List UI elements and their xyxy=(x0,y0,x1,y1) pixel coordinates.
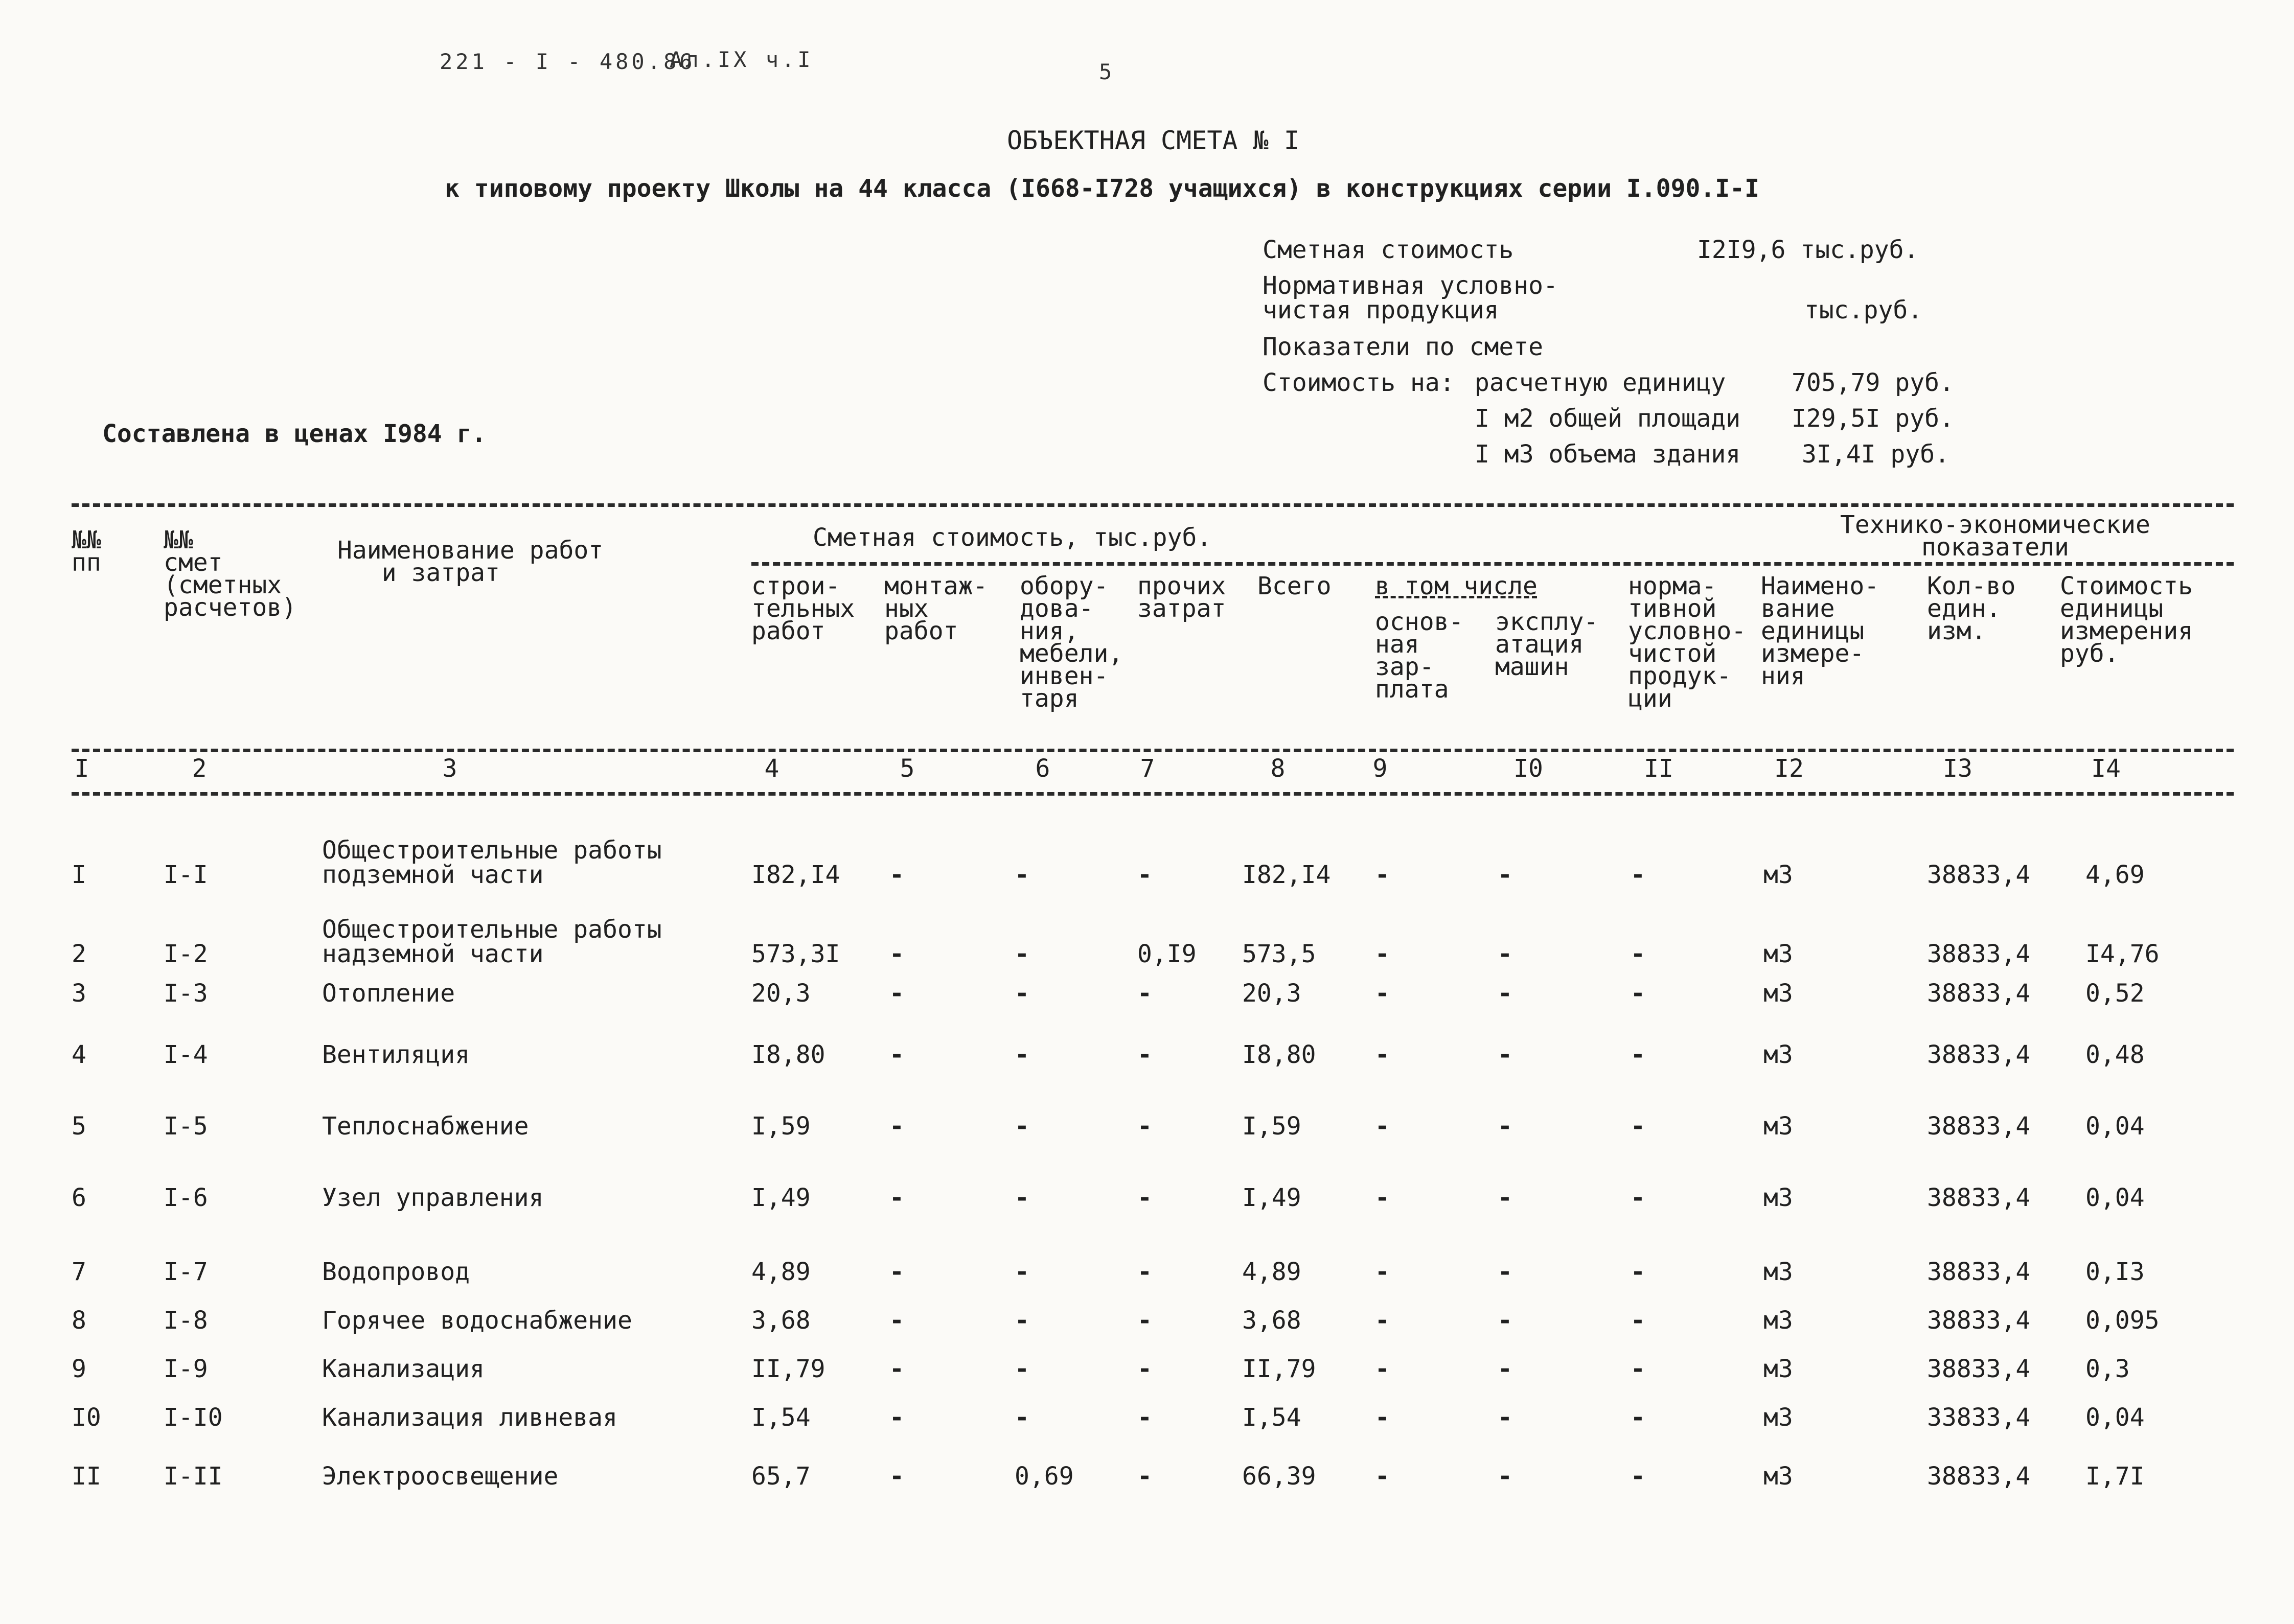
column-number: II xyxy=(1644,754,1673,783)
table-cell-c11: - xyxy=(1631,1403,1645,1432)
table-cell-c14: 0,I3 xyxy=(2085,1258,2145,1286)
table-cell-c7: - xyxy=(1137,979,1152,1008)
table-cell-c13: 38833,4 xyxy=(1927,940,2031,968)
table-cell-c13: 38833,4 xyxy=(1927,1462,2031,1491)
table-cell-name: Общестроительные работы подземной части xyxy=(322,836,662,889)
table-cell-c5: - xyxy=(889,979,904,1008)
table-cell-c10: - xyxy=(1498,861,1512,889)
table-cell-c4: 65,7 xyxy=(751,1462,811,1491)
prices-note: Составлена в ценах I984 г. xyxy=(102,420,487,448)
table-cell-c12: м3 xyxy=(1763,1403,1793,1432)
table-cell-n: II xyxy=(72,1462,101,1491)
table-cell-c5: - xyxy=(889,1040,904,1069)
table-cell-n: 8 xyxy=(72,1306,86,1335)
table-cell-c11: - xyxy=(1631,861,1645,889)
column-number: I3 xyxy=(1943,754,1972,783)
table-cell-c12: м3 xyxy=(1763,1184,1793,1212)
table-cell-c6: - xyxy=(1015,1403,1029,1432)
normative-product-label-1: Нормативная условно- xyxy=(1263,271,1558,300)
table-cell-name: Узел управления xyxy=(322,1184,544,1212)
table-cell-c8: I,54 xyxy=(1242,1403,1301,1432)
table-cell-c11: - xyxy=(1631,1040,1645,1069)
table-cell-c5: - xyxy=(889,1306,904,1335)
table-cell-c6: - xyxy=(1015,1355,1029,1383)
column-number: 5 xyxy=(900,754,915,783)
table-cell-c8: 20,3 xyxy=(1242,979,1301,1008)
table-cell-name: Электроосвещение xyxy=(322,1462,559,1491)
table-cell-c14: 0,3 xyxy=(2085,1355,2130,1383)
table-cell-c4: 20,3 xyxy=(751,979,811,1008)
table-cell-c12: м3 xyxy=(1763,1462,1793,1491)
table-cell-c6: - xyxy=(1015,1112,1029,1141)
table-cell-c8: 66,39 xyxy=(1242,1462,1316,1491)
col-group-technical-indicators: Технико-экономические показатели xyxy=(1840,511,2150,562)
table-cell-c14: 0,04 xyxy=(2085,1403,2145,1432)
table-cell-code: I-7 xyxy=(164,1258,208,1286)
table-cell-c13: 38833,4 xyxy=(1927,1355,2031,1383)
table-cell-c10: - xyxy=(1498,979,1512,1008)
table-cell-n: 5 xyxy=(72,1112,86,1141)
table-cell-code: I-5 xyxy=(164,1112,208,1141)
column-number: 9 xyxy=(1372,754,1388,783)
table-cell-code: I-2 xyxy=(164,940,208,968)
album-stamp: Ал.IX ч.I xyxy=(670,47,814,72)
table-cell-c11: - xyxy=(1631,1112,1645,1141)
per-m2-label: I м2 общей площади xyxy=(1475,404,1741,433)
column-number: I0 xyxy=(1513,754,1543,783)
table-cell-c9: - xyxy=(1375,861,1390,889)
table-cell-c4: 573,3I xyxy=(751,940,840,968)
table-cell-code: I-8 xyxy=(164,1306,208,1335)
col-header-row-number: №№ пп xyxy=(72,526,101,577)
col-header-other-costs: прочих затрат xyxy=(1137,572,1226,623)
table-cell-c6: - xyxy=(1015,1184,1029,1212)
col-header-normative-product: норма- тивной условно- чистой продук- ции xyxy=(1628,572,1747,713)
table-cell-c8: II,79 xyxy=(1242,1355,1316,1383)
table-cell-c12: м3 xyxy=(1763,1355,1793,1383)
estimated-cost-label: Сметная стоимость xyxy=(1263,236,1514,264)
table-cell-c4: I8,80 xyxy=(751,1040,825,1069)
table-cell-n: 6 xyxy=(72,1184,86,1212)
table-cell-name: Вентиляция xyxy=(322,1040,470,1069)
table-cell-c7: - xyxy=(1137,1112,1152,1141)
col-group-estimated-cost: Сметная стоимость, тыс.руб. xyxy=(813,523,1212,552)
estimated-cost-value: I2I9,6 тыс.руб. xyxy=(1697,236,1919,264)
table-cell-c14: 0,04 xyxy=(2085,1184,2145,1212)
table-cell-c10: - xyxy=(1498,1403,1512,1432)
table-cell-c5: - xyxy=(889,1403,904,1432)
table-cell-c14: 4,69 xyxy=(2085,861,2145,889)
table-cell-c12: м3 xyxy=(1763,861,1793,889)
table-cell-c8: I,59 xyxy=(1242,1112,1301,1141)
table-cell-c8: I82,I4 xyxy=(1242,861,1331,889)
table-cell-c9: - xyxy=(1375,1403,1390,1432)
table-cell-c9: - xyxy=(1375,1306,1390,1335)
table-cell-c7: - xyxy=(1137,1403,1152,1432)
project-code-stamp: 221 - I - 480.86 xyxy=(440,49,696,74)
table-cell-c8: 4,89 xyxy=(1242,1258,1301,1286)
table-cell-c11: - xyxy=(1631,979,1645,1008)
table-cell-c13: 38833,4 xyxy=(1927,1112,2031,1141)
page-number: 5 xyxy=(1099,59,1115,84)
table-cell-c6: - xyxy=(1015,861,1029,889)
table-cell-n: 4 xyxy=(72,1040,86,1069)
table-cell-n: 9 xyxy=(72,1355,86,1383)
document-title: ОБЪЕКТНАЯ СМЕТА № I xyxy=(1007,126,1299,155)
table-cell-c13: 38833,4 xyxy=(1927,1306,2031,1335)
table-cell-c12: м3 xyxy=(1763,940,1793,968)
table-cell-c10: - xyxy=(1498,1258,1512,1286)
table-cell-c9: - xyxy=(1375,1112,1390,1141)
table-cell-c14: 0,52 xyxy=(2085,979,2145,1008)
table-cell-c11: - xyxy=(1631,1258,1645,1286)
table-cell-c13: 38833,4 xyxy=(1927,861,2031,889)
table-cell-c5: - xyxy=(889,1355,904,1383)
col-header-installation: монтаж- ных работ xyxy=(884,572,988,645)
table-cell-c9: - xyxy=(1375,1258,1390,1286)
column-number: I xyxy=(74,754,89,783)
table-cell-c9: - xyxy=(1375,979,1390,1008)
table-cell-c7: - xyxy=(1137,1355,1152,1383)
table-cell-n: I xyxy=(72,861,86,889)
table-cell-c14: 0,095 xyxy=(2085,1306,2160,1335)
table-cell-c4: I,49 xyxy=(751,1184,811,1212)
table-cell-n: I0 xyxy=(72,1403,101,1432)
col-header-equipment: обору- дова- ния, мебели, инвен- таря xyxy=(1020,572,1123,713)
table-cell-n: 7 xyxy=(72,1258,86,1286)
normative-product-value: тыс.руб. xyxy=(1804,296,1923,324)
table-cell-c14: 0,04 xyxy=(2085,1112,2145,1141)
table-cell-c14: I,7I xyxy=(2085,1462,2145,1491)
table-cell-code: I-II xyxy=(164,1462,223,1491)
table-cell-c7: - xyxy=(1137,1306,1152,1335)
table-cell-c7: - xyxy=(1137,1184,1152,1212)
table-cell-c5: - xyxy=(889,940,904,968)
table-cell-c7: - xyxy=(1137,1040,1152,1069)
column-number: 3 xyxy=(442,754,457,783)
table-cell-c7: - xyxy=(1137,1258,1152,1286)
table-cell-c6: - xyxy=(1015,1040,1029,1069)
table-cell-c4: 3,68 xyxy=(751,1306,811,1335)
cost-group-rule xyxy=(751,562,2234,566)
table-cell-c12: м3 xyxy=(1763,1040,1793,1069)
table-cell-c8: 573,5 xyxy=(1242,940,1316,968)
column-numbers-rule xyxy=(72,792,2234,796)
table-cell-c13: 33833,4 xyxy=(1927,1403,2031,1432)
column-number: 6 xyxy=(1035,754,1050,783)
table-cell-c6: - xyxy=(1015,1258,1029,1286)
table-cell-c13: 38833,4 xyxy=(1927,1040,2031,1069)
table-cell-c5: - xyxy=(889,861,904,889)
table-cell-c11: - xyxy=(1631,940,1645,968)
col-header-estimate-number: №№ смет (сметных расчетов) xyxy=(164,526,297,622)
table-cell-c4: II,79 xyxy=(751,1355,825,1383)
table-cell-c4: I,59 xyxy=(751,1112,811,1141)
column-number: I2 xyxy=(1774,754,1804,783)
table-cell-c7: - xyxy=(1137,861,1152,889)
table-cell-c12: м3 xyxy=(1763,1112,1793,1141)
col-header-machine-operation: эксплу- атация машин xyxy=(1495,608,1599,681)
table-top-rule xyxy=(72,503,2234,507)
table-cell-c10: - xyxy=(1498,1355,1512,1383)
table-cell-c10: - xyxy=(1498,1306,1512,1335)
table-cell-c8: I,49 xyxy=(1242,1184,1301,1212)
table-cell-c12: м3 xyxy=(1763,1306,1793,1335)
table-cell-c7: - xyxy=(1137,1462,1152,1491)
per-m2-value: I29,5I руб. xyxy=(1792,404,1954,433)
table-cell-c9: - xyxy=(1375,1040,1390,1069)
table-cell-c11: - xyxy=(1631,1306,1645,1335)
table-cell-c10: - xyxy=(1498,1184,1512,1212)
col-group-including: в том числе xyxy=(1375,572,1538,600)
table-cell-name: Общестроительные работы надземной части xyxy=(322,915,662,968)
per-unit-label: расчетную единицу xyxy=(1475,368,1726,397)
table-cell-c10: - xyxy=(1498,940,1512,968)
document-subtitle: к типовому проекту Школы на 44 класса (I668-I728 учащихся) в конструкциях серии I.090.I-I xyxy=(445,174,1759,203)
table-cell-c13: 38833,4 xyxy=(1927,1184,2031,1212)
table-cell-c6: - xyxy=(1015,940,1029,968)
cost-per-label: Стоимость на: xyxy=(1263,368,1455,397)
col-header-unit-name: Наимено- вание единицы измере- ния xyxy=(1761,572,1879,690)
table-cell-name: Канализация ливневая xyxy=(322,1403,617,1432)
table-cell-name: Горячее водоснабжение xyxy=(322,1306,632,1335)
col-header-total: Всего xyxy=(1257,572,1332,600)
table-cell-c13: 38833,4 xyxy=(1927,1258,2031,1286)
table-cell-code: I-9 xyxy=(164,1355,208,1383)
table-cell-code: I-3 xyxy=(164,979,208,1008)
table-cell-c5: - xyxy=(889,1258,904,1286)
table-cell-c6: - xyxy=(1015,1306,1029,1335)
table-cell-c4: I82,I4 xyxy=(751,861,840,889)
column-number: 8 xyxy=(1270,754,1286,783)
table-cell-c10: - xyxy=(1498,1040,1512,1069)
table-cell-c8: 3,68 xyxy=(1242,1306,1301,1335)
table-cell-c9: - xyxy=(1375,940,1390,968)
table-cell-c11: - xyxy=(1631,1462,1645,1491)
table-cell-c6: - xyxy=(1015,979,1029,1008)
table-cell-c14: I4,76 xyxy=(2085,940,2160,968)
column-number: 4 xyxy=(764,754,779,783)
per-m3-label: I м3 объема здания xyxy=(1475,440,1741,469)
table-cell-c10: - xyxy=(1498,1112,1512,1141)
header-bottom-rule xyxy=(72,749,2234,752)
table-cell-name: Теплоснабжение xyxy=(322,1112,529,1141)
col-header-unit-cost: Стоимость единицы измерения руб. xyxy=(2060,572,2193,668)
table-cell-c5: - xyxy=(889,1462,904,1491)
table-cell-name: Водопровод xyxy=(322,1258,470,1286)
normative-product-label-2: чистая продукция xyxy=(1263,296,1499,324)
table-cell-c5: - xyxy=(889,1112,904,1141)
table-cell-c4: I,54 xyxy=(751,1403,811,1432)
table-cell-n: 2 xyxy=(72,940,86,968)
table-cell-c14: 0,48 xyxy=(2085,1040,2145,1069)
table-cell-c9: - xyxy=(1375,1184,1390,1212)
table-cell-c8: I8,80 xyxy=(1242,1040,1316,1069)
table-cell-c11: - xyxy=(1631,1184,1645,1212)
table-cell-code: I-I0 xyxy=(164,1403,223,1432)
table-cell-c9: - xyxy=(1375,1355,1390,1383)
col-header-unit-quantity: Кол-во един. изм. xyxy=(1927,572,2016,645)
col-header-work-name: Наименование работ и затрат xyxy=(337,536,604,587)
col-header-base-salary: основ- ная зар- плата xyxy=(1375,608,1464,704)
table-cell-name: Канализация xyxy=(322,1355,485,1383)
table-cell-c6: 0,69 xyxy=(1015,1462,1074,1491)
column-number: 2 xyxy=(192,754,207,783)
col-header-construction: строи- тельных работ xyxy=(751,572,855,645)
indicators-label: Показатели по смете xyxy=(1263,333,1544,361)
table-cell-c11: - xyxy=(1631,1355,1645,1383)
table-cell-c12: м3 xyxy=(1763,1258,1793,1286)
table-cell-code: I-4 xyxy=(164,1040,208,1069)
per-m3-value: 3I,4I руб. xyxy=(1802,440,1949,469)
per-unit-value: 705,79 руб. xyxy=(1792,368,1954,397)
table-cell-c12: м3 xyxy=(1763,979,1793,1008)
table-cell-c7: 0,I9 xyxy=(1137,940,1197,968)
table-cell-c10: - xyxy=(1498,1462,1512,1491)
column-number: 7 xyxy=(1140,754,1155,783)
table-cell-c9: - xyxy=(1375,1462,1390,1491)
table-cell-n: 3 xyxy=(72,979,86,1008)
table-cell-code: I-6 xyxy=(164,1184,208,1212)
table-cell-name: Отопление xyxy=(322,979,455,1008)
table-cell-code: I-I xyxy=(164,861,208,889)
table-cell-c13: 38833,4 xyxy=(1927,979,2031,1008)
table-cell-c4: 4,89 xyxy=(751,1258,811,1286)
table-cell-c5: - xyxy=(889,1184,904,1212)
column-number: I4 xyxy=(2091,754,2121,783)
